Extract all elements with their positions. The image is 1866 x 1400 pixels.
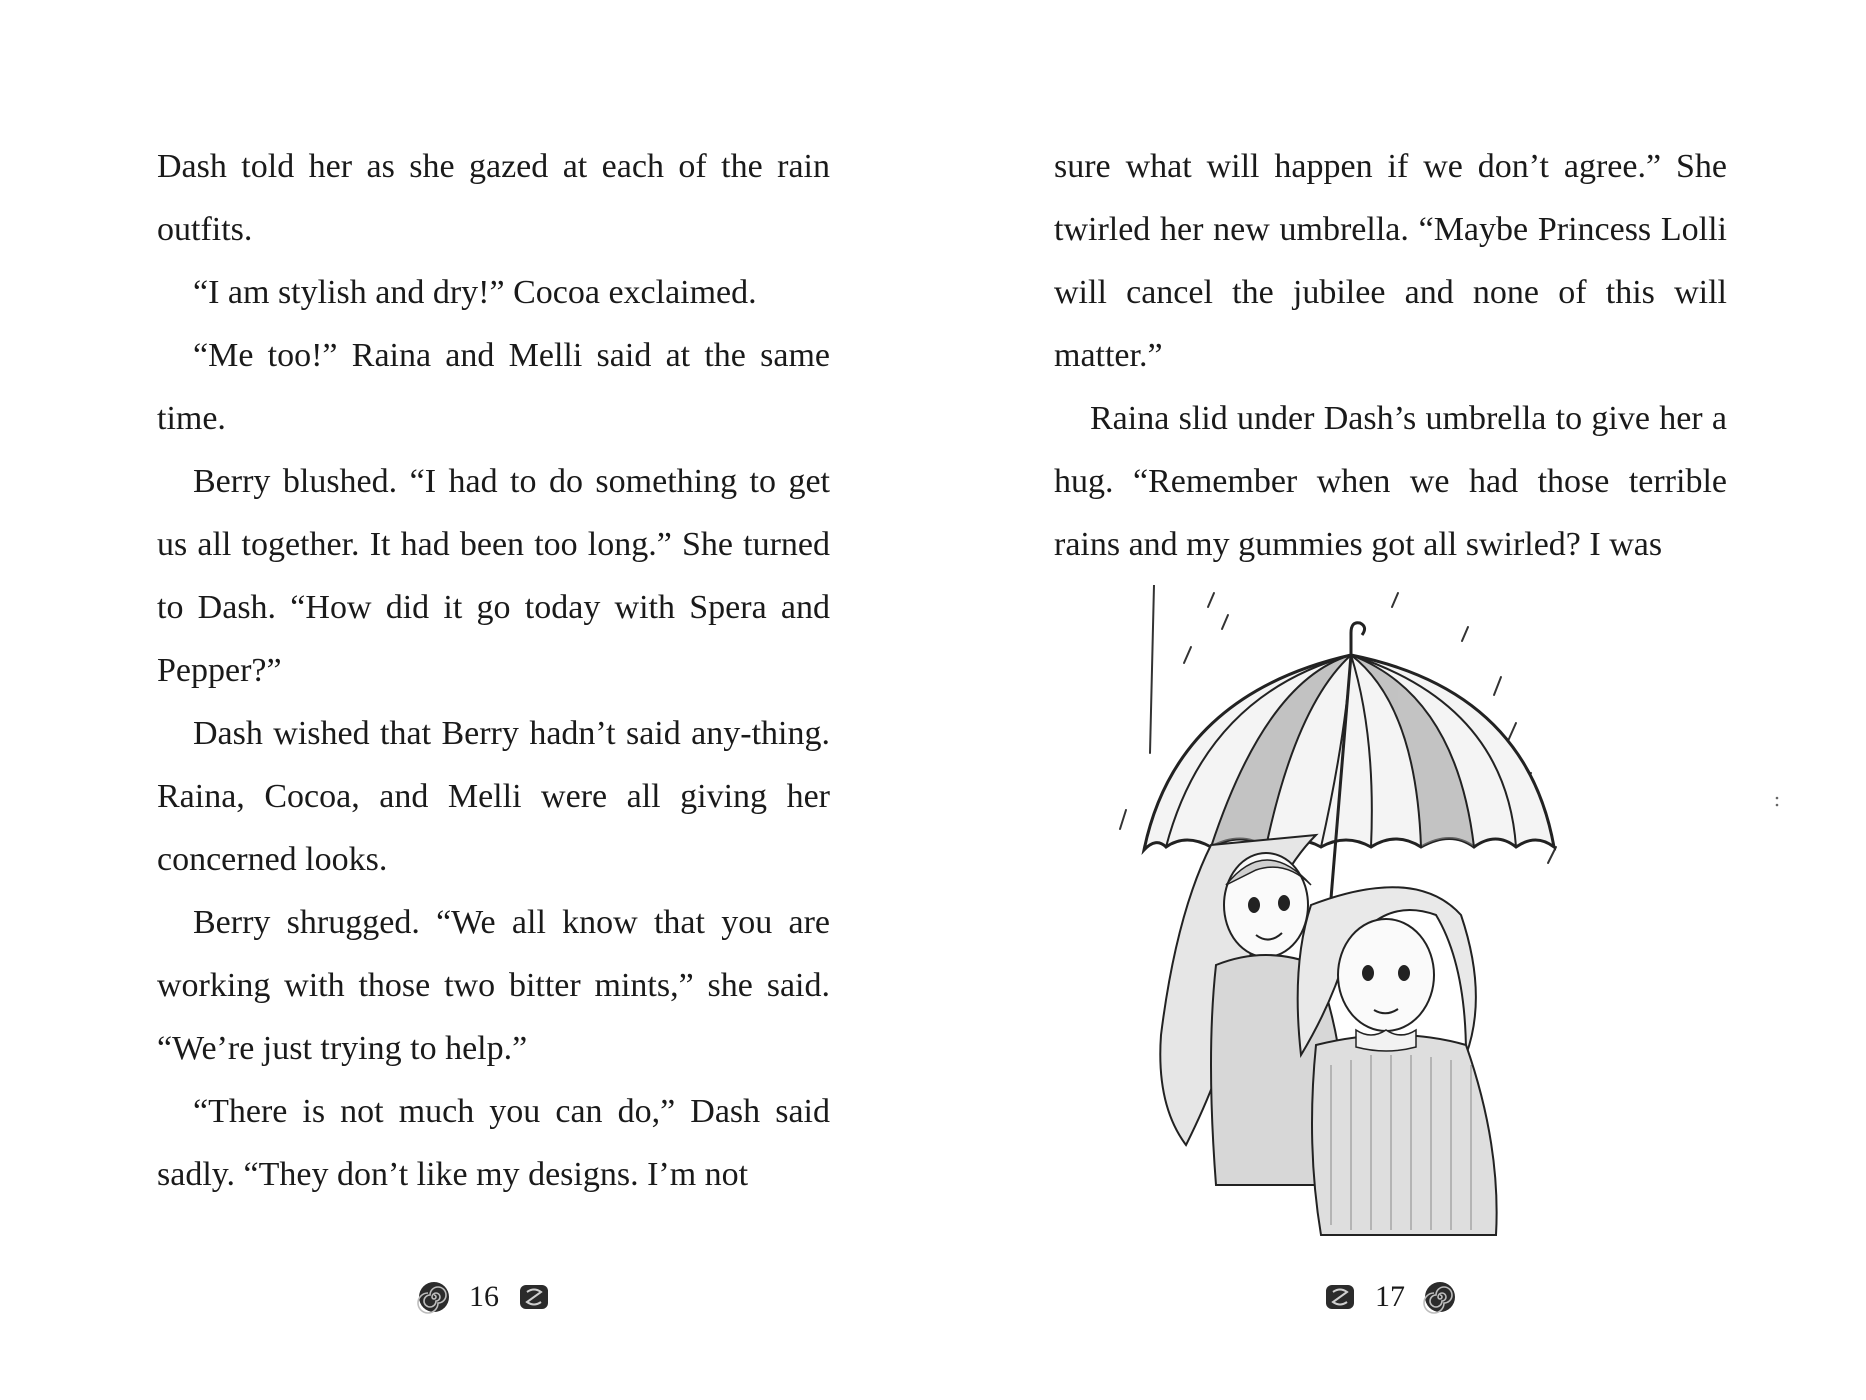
- right-page-text: [1054, 135, 1727, 576]
- dot-mark: [1775, 795, 1779, 809]
- page-number: 16: [469, 1280, 499, 1313]
- paragraph: Dash wished that Berry hadn’t said any-thing. Raina, Cocoa, and Melli were all giving her concerned looks.: [157, 715, 830, 878]
- right-page: [933, 0, 1866, 1400]
- paragraph: “Me too!” Raina and Melli said at the same time.: [157, 337, 830, 437]
- page-footer: [1323, 1272, 1457, 1322]
- paragraph: Dash told her as she gazed at each of the rain outfits.: [157, 148, 830, 248]
- swirl-candy-icon: [1423, 1280, 1457, 1314]
- wrapped-candy-icon: [1323, 1280, 1357, 1314]
- left-page-text: [157, 135, 830, 1206]
- page-number: 17: [1375, 1280, 1405, 1313]
- paragraph: Berry blushed. “I had to do something to get us all together. It had been too long.” She turned to Dash. “How did it go today with Spera and Pepper?”: [157, 463, 830, 689]
- paragraph: sure what will happen if we don’t agree.” She twirled her new umbrella. “Maybe Princess Lolli will cancel the jubilee and none of this will matter.”: [1054, 148, 1727, 374]
- paragraph: Berry shrugged. “We all know that you are working with those two bitter mints,” she said. “We’re just trying to help.”: [157, 904, 830, 1067]
- swirl-candy-icon: [417, 1280, 451, 1314]
- paragraph: Raina slid under Dash’s umbrella to give her a hug. “Remember when we had those terrible rains and my gummies got all swirled? I was: [1054, 400, 1727, 563]
- page-footer: [417, 1272, 551, 1322]
- umbrella-girls-illustration: [1116, 585, 1596, 1265]
- wrapped-candy-icon: [517, 1280, 551, 1314]
- paragraph: “There is not much you can do,” Dash said sadly. “They don’t like my designs. I’m not: [157, 1093, 830, 1193]
- paragraph: “I am stylish and dry!” Cocoa exclaimed.: [193, 274, 757, 311]
